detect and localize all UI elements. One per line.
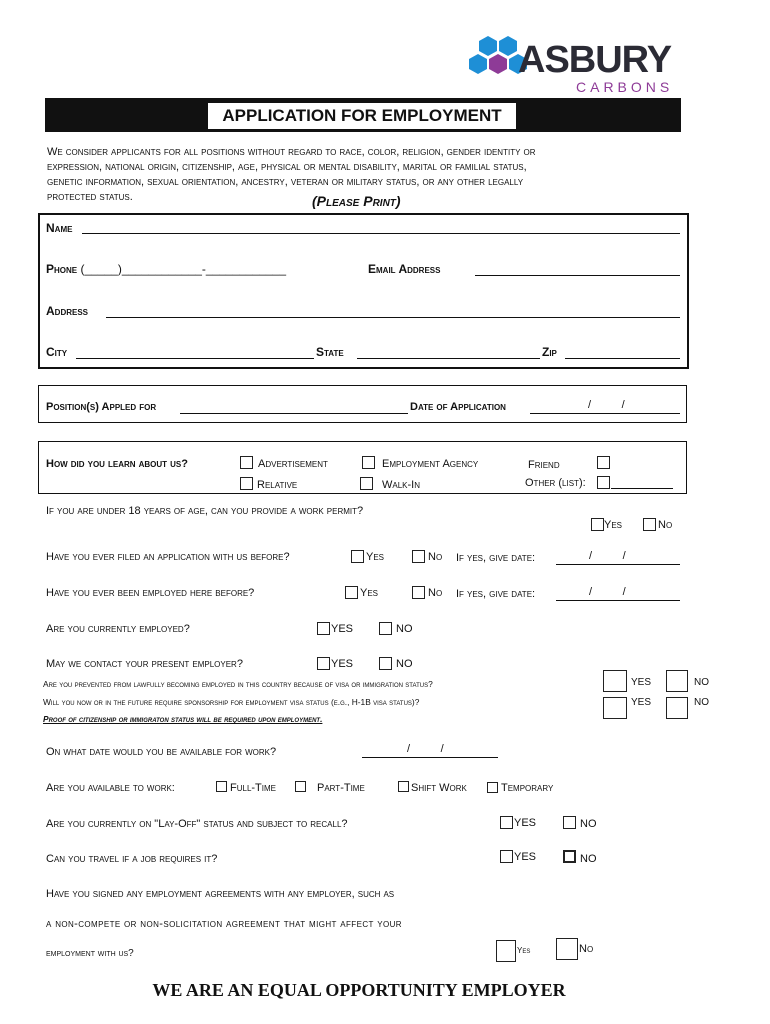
- company-logo: [466, 34, 691, 96]
- travel-yes-checkbox[interactable]: [500, 850, 513, 863]
- city-label: City: [46, 345, 68, 359]
- state-field[interactable]: [357, 358, 540, 359]
- walk-in-label: Walk-In: [382, 479, 420, 491]
- work-permit-yes-label: Yes: [604, 519, 623, 531]
- zip-field[interactable]: [565, 358, 680, 359]
- employed-here-yes-label: Yes: [360, 587, 379, 599]
- available-date-field[interactable]: [362, 757, 498, 758]
- name-field[interactable]: [82, 233, 680, 234]
- name-label: Name: [46, 221, 73, 235]
- friend-label: Friend: [528, 459, 560, 471]
- phone-label: [46, 262, 286, 276]
- date-of-application-label: Date of Application: [410, 401, 506, 413]
- filed-before-yes-checkbox[interactable]: [351, 550, 364, 563]
- contact-employer-no-label: NO: [396, 658, 413, 670]
- phone-field[interactable]: (_____)____________-____________: [80, 262, 286, 276]
- agreements-no-checkbox[interactable]: [556, 938, 578, 960]
- intro-line: expression, national origin, citizenship, age, physical or mental disability, marital or familial status,: [47, 161, 527, 173]
- positions-label: Position(s) Appled for: [46, 401, 157, 413]
- email-field[interactable]: [475, 275, 680, 276]
- work-permit-yes-checkbox[interactable]: [591, 518, 604, 531]
- lay-off-yes-label: YES: [514, 817, 537, 829]
- employment-agency-checkbox[interactable]: [362, 456, 375, 469]
- state-label: State: [316, 345, 344, 359]
- intro-line: genetic information, sexual orientation, ancestry, veteran or military status, or any other legally: [47, 176, 524, 188]
- agreements-no-label: No: [579, 943, 594, 955]
- intro-line: We consider applicants for all positions without regard to race, color, religion, gender identity or: [47, 146, 536, 158]
- work-permit-question: If you are under 18 years of age, can you provide a work permit?: [46, 505, 364, 517]
- contact-employer-no-checkbox[interactable]: [379, 657, 392, 670]
- agreements-yes-label: Yes: [517, 946, 531, 955]
- currently-employed-no-checkbox[interactable]: [379, 622, 392, 635]
- contact-section: [38, 213, 689, 369]
- filed-before-date-label: If yes, give date:: [456, 552, 536, 564]
- filed-before-yes-label: Yes: [366, 551, 385, 563]
- prevented-yes-checkbox[interactable]: [603, 670, 627, 692]
- date-slashes: / /: [407, 743, 444, 755]
- full-time-checkbox[interactable]: [216, 781, 227, 792]
- filed-before-no-label: No: [428, 551, 443, 563]
- contact-employer-yes-label: YES: [331, 658, 354, 670]
- intro-line: protected status.: [47, 191, 133, 203]
- work-permit-no-checkbox[interactable]: [643, 518, 656, 531]
- agreements-question-line1: Have you signed any employment agreements with any employer, such as: [46, 888, 395, 900]
- filed-before-date-field[interactable]: [556, 564, 680, 565]
- learn-question: How did you learn about us?: [46, 458, 188, 470]
- agreements-question-line3: employment with us?: [46, 948, 134, 959]
- relative-label: Relative: [257, 479, 298, 491]
- lay-off-no-label: NO: [580, 818, 597, 830]
- full-time-label: Full-Time: [230, 782, 276, 794]
- friend-checkbox[interactable]: [597, 456, 610, 469]
- agreements-question-line2: a non-compete or non-solicitation agreement that might affect your: [46, 918, 402, 930]
- travel-question: Can you travel if a job requires it?: [46, 853, 218, 865]
- prevented-yes-label: YES: [631, 677, 652, 688]
- date-slashes: / /: [589, 586, 626, 598]
- date-slashes: / /: [589, 550, 626, 562]
- shift-work-checkbox[interactable]: [398, 781, 409, 792]
- work-permit-no-label: No: [658, 519, 673, 531]
- travel-yes-label: YES: [514, 851, 537, 863]
- contact-employer-yes-checkbox[interactable]: [317, 657, 330, 670]
- employment-agency-label: Employment Agency: [382, 458, 479, 470]
- please-print: (Please Print): [312, 193, 401, 209]
- prevented-no-label: NO: [694, 677, 709, 688]
- other-field[interactable]: [611, 488, 673, 489]
- currently-employed-no-label: NO: [396, 623, 413, 635]
- lay-off-no-checkbox[interactable]: [563, 816, 576, 829]
- filed-before-question: Have you ever filed an application with us before?: [46, 551, 290, 563]
- available-date-question: On what date would you be available for work?: [46, 746, 277, 758]
- other-checkbox[interactable]: [597, 476, 610, 489]
- date-slashes: / /: [588, 399, 625, 411]
- employed-here-question: Have you ever been employed here before?: [46, 587, 255, 599]
- proof-note: Proof of citizenship or immigraton status will be required upon employment.: [43, 714, 323, 724]
- zip-label: Zip: [542, 345, 557, 359]
- employed-here-date-label: If yes, give date:: [456, 588, 536, 600]
- part-time-label: Part-Time: [317, 782, 365, 794]
- available-to-work-question: Are you available to work:: [46, 782, 175, 794]
- email-label: Email Address: [368, 262, 441, 276]
- part-time-checkbox[interactable]: [295, 781, 306, 792]
- employed-here-date-field[interactable]: [556, 600, 680, 601]
- address-field[interactable]: [106, 317, 680, 318]
- employed-here-no-label: No: [428, 587, 443, 599]
- prevented-question: Are you prevented from lawfully becoming employed in this country because of visa or immigration status?: [43, 679, 433, 689]
- employed-here-yes-checkbox[interactable]: [345, 586, 358, 599]
- date-of-application-field[interactable]: [530, 413, 680, 414]
- filed-before-no-checkbox[interactable]: [412, 550, 425, 563]
- sponsorship-yes-checkbox[interactable]: [603, 697, 627, 719]
- travel-no-checkbox[interactable]: [563, 850, 576, 863]
- lay-off-yes-checkbox[interactable]: [500, 816, 513, 829]
- currently-employed-question: Are you currently employed?: [46, 623, 190, 635]
- sponsorship-no-checkbox[interactable]: [666, 697, 688, 719]
- sponsorship-yes-label: YES: [631, 697, 652, 708]
- relative-checkbox[interactable]: [240, 477, 253, 490]
- logo-name: ASBURY: [518, 39, 672, 81]
- city-field[interactable]: [76, 358, 314, 359]
- address-label: Address: [46, 304, 89, 318]
- shift-work-label: Shift Work: [411, 782, 467, 794]
- temporary-label: Temporary: [501, 782, 554, 794]
- contact-employer-question: May we contact your present employer?: [46, 658, 243, 670]
- temporary-checkbox[interactable]: [487, 782, 498, 793]
- sponsorship-no-label: NO: [694, 697, 709, 708]
- agreements-yes-checkbox[interactable]: [496, 940, 516, 962]
- advertisement-checkbox[interactable]: [240, 456, 253, 469]
- lay-off-question: Are you currently on "Lay-Off" status and subject to recall?: [46, 818, 348, 830]
- prevented-no-checkbox[interactable]: [666, 670, 688, 692]
- employed-here-no-checkbox[interactable]: [412, 586, 425, 599]
- positions-field[interactable]: [180, 413, 408, 414]
- advertisement-label: Advertisement: [258, 458, 328, 470]
- logo-sub: CARBONS: [576, 79, 674, 95]
- phone-label-text: Phone: [46, 262, 78, 276]
- sponsorship-question: Will you now or in the future require sponsorship for employment visa status (e.g., H-1B visa status)?: [43, 697, 420, 707]
- currently-employed-yes-checkbox[interactable]: [317, 622, 330, 635]
- page-title: APPLICATION FOR EMPLOYMENT: [208, 103, 516, 129]
- currently-employed-yes-label: YES: [331, 623, 354, 635]
- footer-statement: WE ARE AN EQUAL OPPORTUNITY EMPLOYER: [152, 980, 566, 1000]
- intro-text: [47, 145, 535, 205]
- other-label: Other (list):: [525, 477, 586, 489]
- walk-in-checkbox[interactable]: [360, 477, 373, 490]
- travel-no-label: NO: [580, 853, 597, 865]
